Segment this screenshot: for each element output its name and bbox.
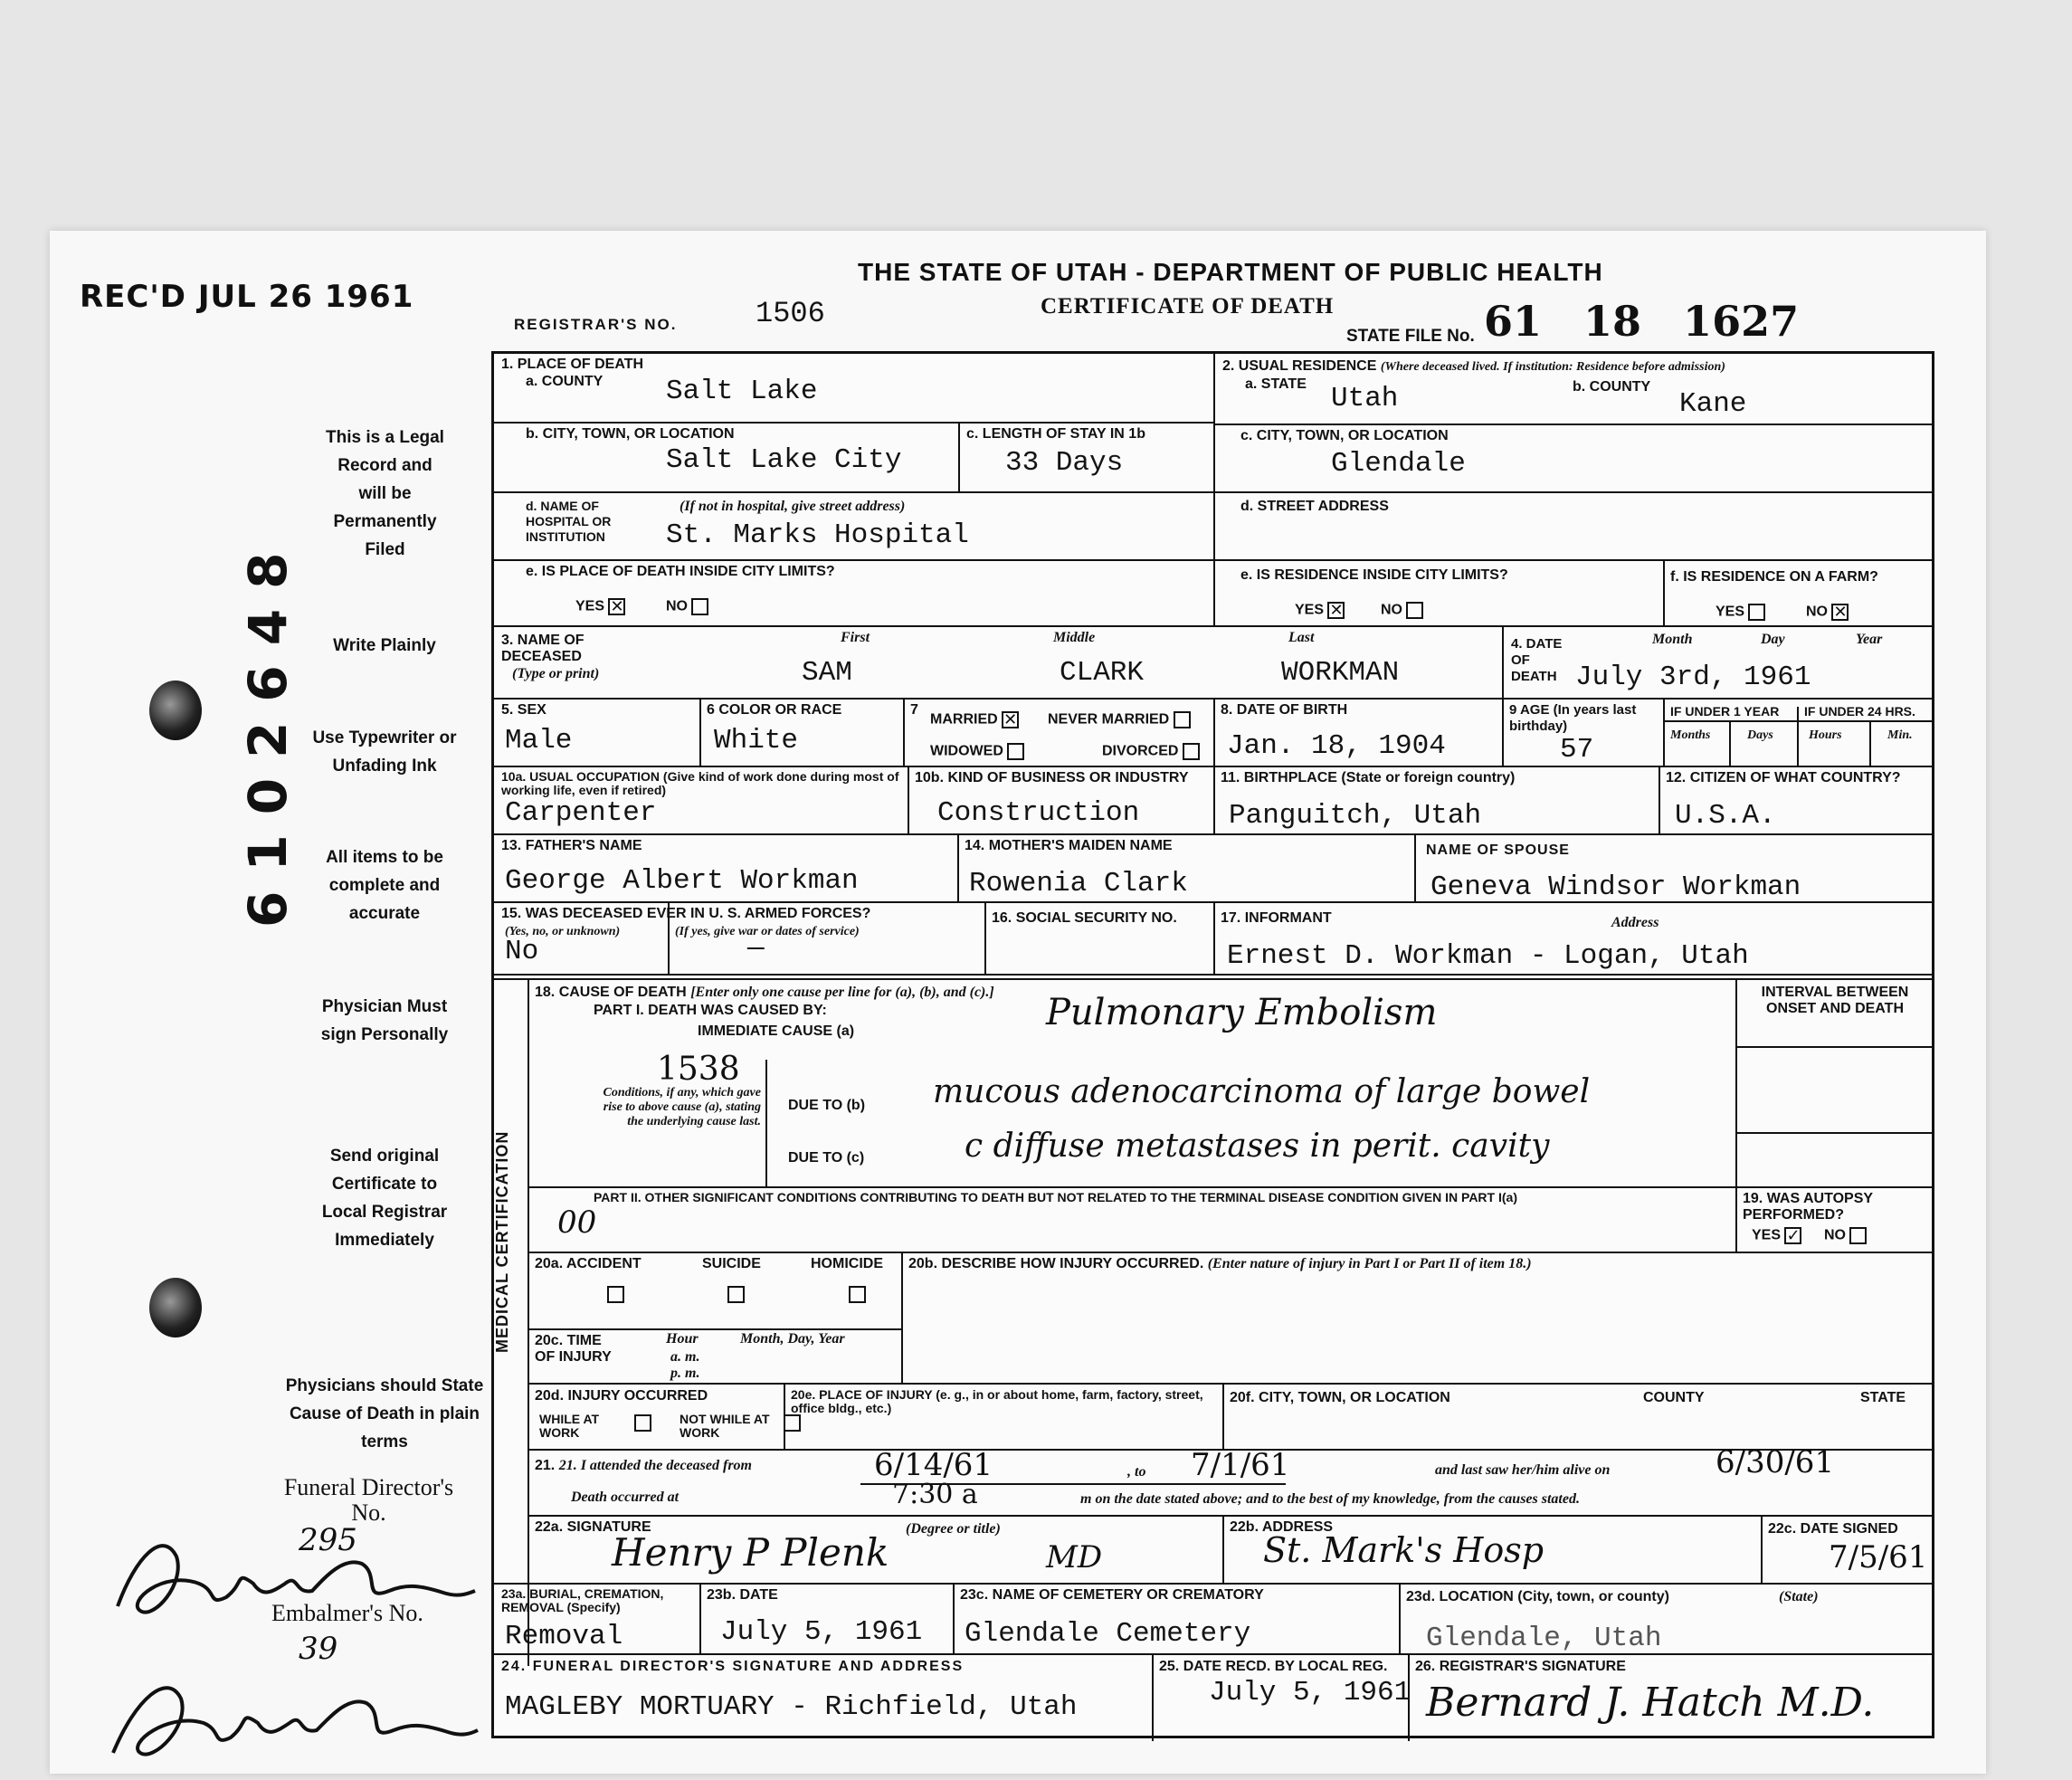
mother-label: 14. MOTHER'S MAIDEN NAME [965, 838, 1173, 853]
birthplace-label: 11. BIRTHPLACE (State or foreign country) [1221, 770, 1516, 785]
under-24-hrs-label: IF UNDER 24 HRS. [1804, 704, 1915, 719]
county-label: a. COUNTY [526, 374, 604, 389]
date-received: July 5, 1961 [1209, 1677, 1411, 1709]
due-to-b: mucous adenocarcinoma of large bowel [933, 1073, 1591, 1110]
date-signed-label: 22c. DATE SIGNED [1768, 1521, 1898, 1537]
funeral-director-label: Funeral Director's No. [283, 1474, 454, 1526]
death-certificate-form [491, 351, 1934, 1738]
registrar-signature-label: 26. REGISTRAR'S SIGNATURE [1415, 1659, 1626, 1674]
sex: Male [505, 725, 573, 757]
middle-name: CLARK [1060, 657, 1145, 689]
death-inside-limits-yes: YES ✕ [575, 597, 624, 615]
death-time: 7:30 a [892, 1479, 978, 1510]
street-address-label: d. STREET ADDRESS [1240, 499, 1389, 514]
suicide-label: SUICIDE [702, 1256, 761, 1271]
race: White [714, 725, 799, 757]
divorced-checkbox[interactable] [1183, 743, 1200, 760]
widowed-option: WIDOWED [930, 743, 1024, 760]
birthplace: Panguitch, Utah [1229, 800, 1482, 832]
location-label: 23d. LOCATION (City, town, or county) [1406, 1589, 1669, 1604]
county-of-death: Salt Lake [666, 376, 818, 407]
funeral-director-sig-label: 24. FUNERAL DIRECTOR'S SIGNATURE AND ADDRESS [501, 1659, 965, 1674]
city-label: b. CITY, TOWN, OR LOCATION [526, 426, 735, 442]
homicide-label: HOMICIDE [811, 1256, 883, 1271]
days-label: Days [1747, 728, 1773, 742]
citizen-label: 12. CITIZEN OF WHAT COUNTRY? [1666, 770, 1901, 785]
farm-label: f. IS RESIDENCE ON A FARM? [1670, 569, 1878, 585]
suicide-checkbox[interactable] [727, 1286, 745, 1303]
typewriter-note: Use Typewriter or Unfading Ink [312, 728, 457, 776]
spouse-name: Geneva Windsor Workman [1430, 871, 1801, 903]
birth-date-label: 8. DATE OF BIRTH [1221, 702, 1348, 718]
cemetery-label: 23c. NAME OF CEMETERY OR CREMATORY [960, 1587, 1264, 1603]
hours-label: Hours [1809, 728, 1842, 742]
signature-label: 22a. SIGNATURE [535, 1519, 651, 1535]
funeral-director-address: MAGLEBY MORTUARY - Richfield, Utah [505, 1691, 1078, 1723]
farm-no-checkbox[interactable]: ✕ [1833, 603, 1848, 621]
race-label: 6 COLOR OR RACE [707, 702, 842, 718]
name-of-deceased-label: 3. NAME OF DECEASED [501, 633, 585, 664]
homicide-checkbox[interactable] [849, 1286, 866, 1303]
hospital-label: d. NAME OF HOSPITAL OR INSTITUTION [526, 499, 612, 544]
complete-note: All items to be complete and accurate [326, 848, 443, 923]
residence-county-label: b. COUNTY [1573, 379, 1651, 395]
injury-state-label: STATE [1860, 1390, 1906, 1405]
residence-county: Kane [1679, 388, 1747, 420]
burial-label: 23a. BURIAL, CREMATION, REMOVAL (Specify) [501, 1586, 664, 1614]
occupation: Carpenter [505, 797, 657, 829]
state-file-no: 61 18 1627 [1484, 297, 1800, 346]
ssn-label: 16. SOCIAL SECURITY NO. [992, 910, 1177, 926]
physician-sign-note: Physician Must sign Personally [320, 997, 449, 1044]
cause-of-death-label: 18. CAUSE OF DEATH [Enter only one cause per line for (a), (b), and (c).] [535, 985, 994, 1000]
interval-label: INTERVAL BETWEEN ONSET AND DEATH [1761, 985, 1909, 1016]
informant-address-label: Address [1611, 915, 1659, 930]
length-of-stay: 33 Days [1005, 447, 1124, 479]
physician-degree: MD [1046, 1539, 1103, 1575]
farm-yes: YES [1716, 604, 1765, 621]
min-label: Min. [1887, 728, 1913, 742]
received-stamp: REC'D JUL 26 1961 [80, 279, 414, 315]
registrar-signature: Bernard J. Hatch M.D. [1426, 1680, 1875, 1726]
serial-number: 6102648 [237, 532, 299, 928]
attended-from: 6/14/61 [874, 1447, 993, 1483]
embalmer-signature [100, 1658, 480, 1766]
burial-location: Glendale, Utah [1426, 1623, 1662, 1654]
month-label: Month [1652, 632, 1693, 647]
informant-label: 17. INFORMANT [1221, 910, 1332, 926]
describe-injury-label: 20b. DESCRIBE HOW INJURY OCCURRED. (Enter nature of injury in Part I or Part II of item 18.) [908, 1256, 1532, 1271]
residence-inside-limits-no-checkbox[interactable] [1406, 602, 1423, 619]
length-of-stay-label: c. LENGTH OF STAY IN 1b [966, 426, 1145, 442]
last-label: Last [1288, 630, 1315, 645]
registrar-no-label: REGISTRAR'S NO. [514, 316, 678, 333]
middle-label: Middle [1053, 630, 1096, 645]
never-married-option: NEVER MARRIED [1048, 711, 1191, 728]
not-while-at-work: NOT WHILE AT WORK [680, 1412, 770, 1440]
attended-to: 7/1/61 [1191, 1447, 1290, 1483]
cause-code: 1538 [657, 1051, 740, 1088]
city-of-death: Salt Lake City [666, 444, 902, 476]
age: 57 [1560, 734, 1594, 766]
am-label: a. m. [670, 1349, 700, 1365]
death-inside-limits-yes-checkbox[interactable]: ✕ [610, 597, 624, 615]
occupation-label: 10a. USUAL OCCUPATION (Give kind of work done during most of working life, even if retired) [501, 769, 899, 797]
armed-forces-label: 15. WAS DECEASED EVER IN U. S. ARMED FORCES? [501, 906, 871, 921]
due-to-b-label: DUE TO (b) [788, 1098, 866, 1113]
under-1-year-label: IF UNDER 1 YEAR [1670, 704, 1780, 719]
punch-hole-bottom [149, 1278, 202, 1337]
immediate-cause: Pulmonary Embolism [1046, 992, 1438, 1033]
autopsy-no-checkbox[interactable] [1849, 1227, 1867, 1244]
married-checkbox[interactable]: ✕ [1003, 710, 1018, 728]
armed-forces: No [505, 936, 539, 967]
part-2-label: PART II. OTHER SIGNIFICANT CONDITIONS CONTRIBUTING TO DEATH BUT NOT RELATED TO THE TERMINAL DISEASE CONDITION GIVEN IN PART I(a) [594, 1190, 1517, 1204]
residence-inside-limits-label: e. IS RESIDENCE INSIDE CITY LIMITS? [1240, 567, 1508, 583]
send-original-note: Send original Certificate to Local Registrar Immediately [321, 1147, 448, 1250]
physician-address-label: 22b. ADDRESS [1230, 1519, 1334, 1535]
married-option: MARRIED ✕ [930, 710, 1018, 728]
armed-forces-service: — [747, 933, 765, 965]
death-inside-limits-no-checkbox[interactable] [691, 598, 708, 615]
citizen: U.S.A. [1675, 800, 1776, 832]
date-received-label: 25. DATE RECD. BY LOCAL REG. [1159, 1659, 1388, 1674]
conditions-label: Conditions, if any, which gave rise to above cause (a), stating the underlying cause last. [603, 1086, 761, 1128]
autopsy-label: 19. WAS AUTOPSY PERFORMED? [1743, 1191, 1873, 1223]
part-2-mark: 00 [557, 1204, 597, 1241]
part-1-label: PART I. DEATH WAS CAUSED BY: [594, 1003, 827, 1018]
first-label: First [841, 630, 870, 645]
attendance-statement: m on the date stated above; and to the best of my knowledge, from the causes stated. [1080, 1491, 1580, 1507]
residence-inside-limits-no: NO [1381, 602, 1423, 619]
place-of-injury-label: 20e. PLACE OF INJURY (e. g., in or about home, farm, factory, street, office bldg., etc.) [791, 1387, 1203, 1415]
armed-forces-service-note: (If yes, give war or dates of service) [675, 925, 860, 938]
degree-label: (Degree or title) [906, 1521, 1001, 1537]
day-label: Day [1761, 632, 1785, 647]
widowed-checkbox[interactable] [1007, 743, 1024, 760]
certificate-title: CERTIFICATE OF DEATH [1041, 294, 1335, 319]
date-signed: 7/5/61 [1829, 1539, 1928, 1575]
not-while-at-work-checkbox[interactable] [784, 1414, 801, 1432]
father-name: George Albert Workman [505, 865, 859, 897]
accident-checkbox[interactable] [607, 1286, 624, 1303]
birth-date: Jan. 18, 1904 [1227, 730, 1446, 762]
legal-record-note: This is a Legal Record and will be Permanently Filed [326, 428, 444, 559]
date-of-death: July 3rd, 1961 [1575, 662, 1811, 693]
while-at-work-checkbox[interactable] [634, 1414, 651, 1432]
injury-occurred-label: 20d. INJURY OCCURRED [535, 1388, 708, 1404]
accident-label: 20a. ACCIDENT [535, 1256, 642, 1271]
type-or-print-note: (Type or print) [512, 666, 600, 681]
mdy-label: Month, Day, Year [740, 1331, 845, 1347]
father-label: 13. FATHER'S NAME [501, 838, 642, 853]
punch-hole-top [149, 681, 202, 740]
spouse-label: NAME OF SPOUSE [1426, 842, 1570, 858]
due-to-c-label: DUE TO (c) [788, 1150, 865, 1166]
mother-name: Rowenia Clark [969, 868, 1188, 900]
hospital-name: St. Marks Hospital [666, 519, 969, 551]
embalmer-label: Embalmer's No. [271, 1600, 423, 1626]
burial-date: July 5, 1961 [720, 1616, 923, 1648]
armed-forces-note: (Yes, no, or unknown) [505, 925, 621, 938]
cemetery: Glendale Cemetery [965, 1618, 1251, 1650]
to-label: , to [1127, 1464, 1146, 1480]
while-at-work: WHILE AT WORK [539, 1412, 600, 1440]
location-state-label: (State) [1779, 1589, 1819, 1604]
funeral-director-number: 295 [299, 1522, 357, 1558]
residence-label: 2. USUAL RESIDENCE (Where deceased lived. If institution: Residence before admission) [1222, 358, 1725, 374]
time-of-injury-label: 20c. TIME OF INJURY [535, 1333, 612, 1365]
injury-county-label: COUNTY [1643, 1390, 1705, 1405]
autopsy-yes-checkbox[interactable]: ✓ [1786, 1226, 1801, 1244]
autopsy-yes: YES ✓ [1752, 1226, 1801, 1244]
business: Construction [937, 797, 1140, 829]
last-saw-label: and last saw her/him alive on [1435, 1462, 1611, 1478]
informant: Ernest D. Workman - Logan, Utah [1227, 940, 1749, 972]
autopsy-no: NO [1824, 1227, 1867, 1244]
hour-label: Hour [666, 1331, 699, 1347]
write-plainly-note: Write Plainly [333, 636, 436, 655]
burial-method: Removal [505, 1621, 623, 1652]
residence-state: Utah [1331, 383, 1399, 414]
last-name: WORKMAN [1281, 657, 1400, 689]
farm-no: NO ✕ [1806, 603, 1848, 621]
state-file-label: STATE FILE No. [1346, 327, 1475, 346]
agency-heading: THE STATE OF UTAH - DEPARTMENT OF PUBLIC HEALTH [858, 258, 1603, 286]
attended-label: 21. 21. I attended the deceased from [535, 1458, 752, 1473]
physician-address: St. Mark's Hosp [1263, 1530, 1544, 1570]
age-label: 9 AGE (In years last birthday) [1509, 702, 1637, 734]
pm-label: p. m. [670, 1366, 700, 1381]
due-to-c: c diffuse metastases in perit. cavity [965, 1128, 1550, 1165]
embalmer-number: 39 [299, 1631, 338, 1667]
death-occurred-label: Death occurred at [571, 1490, 680, 1505]
injury-city-label: 20f. CITY, TOWN, OR LOCATION [1230, 1390, 1450, 1405]
registrar-no: 1506 [756, 297, 825, 330]
farm-yes-checkbox[interactable] [1748, 604, 1765, 621]
last-saw-date: 6/30/61 [1716, 1444, 1835, 1480]
hospital-note: (If not in hospital, give street address) [680, 499, 906, 514]
date-of-death-label: 4. DATE OF DEATH [1511, 636, 1563, 684]
residence-city-label: c. CITY, TOWN, OR LOCATION [1240, 428, 1449, 443]
residence-state-label: a. STATE [1245, 376, 1307, 392]
death-inside-limits-label: e. IS PLACE OF DEATH INSIDE CITY LIMITS? [526, 564, 835, 579]
residence-inside-limits-yes-checkbox[interactable]: ✕ [1329, 601, 1344, 619]
divorced-option: DIVORCED [1102, 743, 1200, 760]
death-inside-limits-no: NO [666, 598, 708, 615]
residence-inside-limits-yes: YES ✕ [1295, 601, 1344, 619]
never-married-checkbox[interactable] [1174, 711, 1191, 728]
medical-certification-label: MEDICAL CERTIFICATION [493, 1130, 511, 1353]
funeral-director-signature [100, 1520, 480, 1629]
immediate-cause-label: IMMEDIATE CAUSE (a) [698, 1023, 855, 1039]
burial-date-label: 23b. DATE [707, 1587, 778, 1603]
business-label: 10b. KIND OF BUSINESS OR INDUSTRY [915, 770, 1189, 785]
year-label: Year [1856, 632, 1883, 647]
physician-signature: Henry P Plenk [612, 1530, 889, 1575]
first-name: SAM [802, 657, 852, 689]
marital-label: 7 [910, 702, 918, 718]
place-of-death-label: 1. PLACE OF DEATH [501, 357, 644, 372]
sex-label: 5. SEX [501, 702, 547, 718]
residence-city: Glendale [1331, 448, 1466, 480]
months-label: Months [1670, 728, 1711, 742]
physicians-state-note: Physicians should State Cause of Death in plain terms [285, 1376, 484, 1452]
